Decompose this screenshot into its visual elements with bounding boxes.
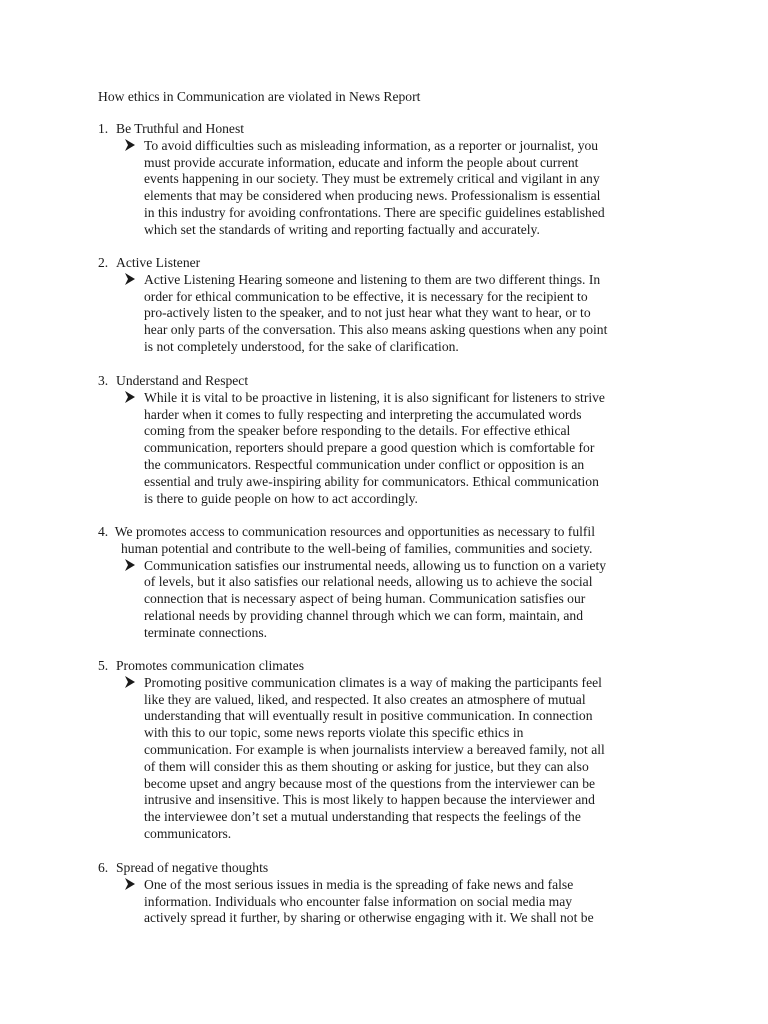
paragraph-line: of levels, but it also satisfies our relational needs, allowing us to achieve the social: [144, 574, 593, 590]
section-2: [98, 255, 678, 356]
paragraph-line: terminate connections.: [144, 624, 268, 640]
section-5: [98, 658, 678, 843]
paragraph-line: become upset and angry because most of the questions from the interviewer can be: [144, 775, 596, 791]
paragraph-line: information. Individuals who encounter false information on social media may: [144, 893, 573, 909]
paragraph-line: intrusive and insensitive. This is most likely to happen because the interviewer and: [144, 792, 595, 808]
section-3: [98, 373, 678, 507]
paragraph-line: is not completely understood, for the sake of clarification.: [144, 338, 459, 354]
paragraph-line: Active Listening Hearing someone and listening to them are two different things. In: [144, 271, 601, 287]
arrow-bullet-icon: [125, 676, 135, 688]
section-heading: [98, 121, 678, 138]
paragraph-line: Promoting positive communication climates is a way of making the participants feel: [144, 674, 602, 690]
bullet-paragraph: [122, 390, 678, 508]
section-number: 2.: [98, 255, 109, 270]
section-heading-text: We promotes access to communication resources and opportunities as necessary to fulfil: [114, 524, 595, 539]
section-4: [98, 524, 678, 642]
section-heading: [98, 373, 678, 390]
paragraph-line: with this to our topic, some news reports violate this specific ethics in: [144, 725, 524, 741]
paragraph-line: of them will consider this as them shouting or asking for justice, but they can also: [144, 758, 589, 774]
paragraph-line: which set the standards of writing and reporting factually and accurately.: [144, 221, 540, 237]
section-heading: [98, 255, 678, 272]
paragraph-line: must provide accurate information, educate and inform the people about current: [144, 154, 579, 170]
paragraph-line: in this industry for avoiding confrontations. There are specific guidelines established: [144, 204, 605, 220]
paragraph-line: Communication satisfies our instrumental needs, allowing us to function on a variety: [144, 557, 607, 573]
paragraph-line: One of the most serious issues in media is the spreading of fake news and false: [144, 876, 574, 892]
paragraph-line: harder when it comes to fully respecting and interpreting the accumulated words: [144, 406, 582, 422]
arrow-bullet-icon: [125, 559, 135, 571]
section-1: [98, 121, 678, 239]
paragraph-line: is there to guide people on how to act accordingly.: [144, 490, 418, 506]
paragraph-line: pro-actively listen to the speaker, and to not just hear what they want to hear, or to: [144, 305, 591, 321]
arrow-bullet-icon: [125, 878, 135, 890]
section-heading-line: [98, 524, 678, 541]
paragraph-line: essential and truly awe-inspiring ability for communicators. Ethical communication: [144, 473, 599, 489]
section-6: [98, 860, 678, 927]
paragraph-line: actively spread it further, by sharing or otherwise engaging with it. We shall not be: [144, 910, 594, 926]
bullet-paragraph: [122, 558, 678, 642]
section-number: 5.: [98, 658, 109, 673]
paragraph-line: elements that may be considered when producing news. Professionalism is essential: [144, 188, 601, 204]
arrow-bullet-icon: [125, 139, 135, 151]
paragraph-line: events happening in our society. They must be extremely critical and vigilant in any: [144, 171, 600, 187]
bullet-paragraph: [122, 675, 678, 843]
paragraph-line: communicators.: [144, 825, 232, 841]
section-heading-text: Understand and Respect: [116, 373, 249, 388]
arrow-bullet-icon: [125, 391, 135, 403]
paragraph-line: the communicators. Respectful communication under conflict or opposition is an: [144, 456, 585, 472]
section-heading: [98, 524, 678, 558]
paragraph-line: understanding that will eventually result in positive communication. In connection: [144, 708, 593, 724]
section-number: 6.: [98, 860, 109, 875]
section-heading-line: human potential and contribute to the well-being of families, communities and society.: [121, 540, 593, 556]
section-heading: [98, 860, 678, 877]
document-title: How ethics in Communication are violated in News Report: [98, 89, 421, 104]
section-heading-text: Be Truthful and Honest: [116, 121, 245, 136]
section-heading-text: Active Listener: [116, 255, 201, 270]
paragraph-line: the interviewee don’t set a mutual understanding that respects the feelings of the: [144, 809, 581, 825]
bullet-paragraph: [122, 272, 678, 356]
paragraph-line: relational needs by providing channel through which we can form, maintain, and: [144, 607, 584, 623]
paragraph-line: communication, reporters should prepare a good question which is comfortable for: [144, 440, 595, 456]
paragraph-line: like they are valued, liked, and respected. It also creates an atmosphere of mutual: [144, 691, 586, 707]
paragraph-line: coming from the speaker before responding to the details. For effective ethical: [144, 423, 571, 439]
paragraph-line: While it is vital to be proactive in listening, it is also significant for listeners to strive: [144, 389, 605, 405]
paragraph-line: To avoid difficulties such as misleading information, as a reporter or journalist, you: [144, 137, 599, 153]
arrow-bullet-icon: [125, 273, 135, 285]
paragraph-line: connection that is necessary aspect of being human. Communication satisfies our: [144, 591, 586, 607]
section-heading-text: Spread of negative thoughts: [116, 860, 269, 875]
paragraph-line: order for ethical communication to be effective, it is necessary for the recipient to: [144, 288, 588, 304]
bullet-paragraph: [122, 877, 678, 927]
section-number: 1.: [98, 121, 109, 136]
bullet-paragraph: [122, 138, 678, 239]
section-heading-text: Promotes communication climates: [116, 658, 305, 673]
paragraph-line: communication. For example is when journalists interview a bereaved family, not all: [144, 741, 605, 757]
paragraph-line: hear only parts of the conversation. This also means asking questions when any point: [144, 322, 608, 338]
section-number: 3.: [98, 373, 109, 388]
section-number: 4.: [98, 524, 109, 539]
section-heading: [98, 658, 678, 675]
